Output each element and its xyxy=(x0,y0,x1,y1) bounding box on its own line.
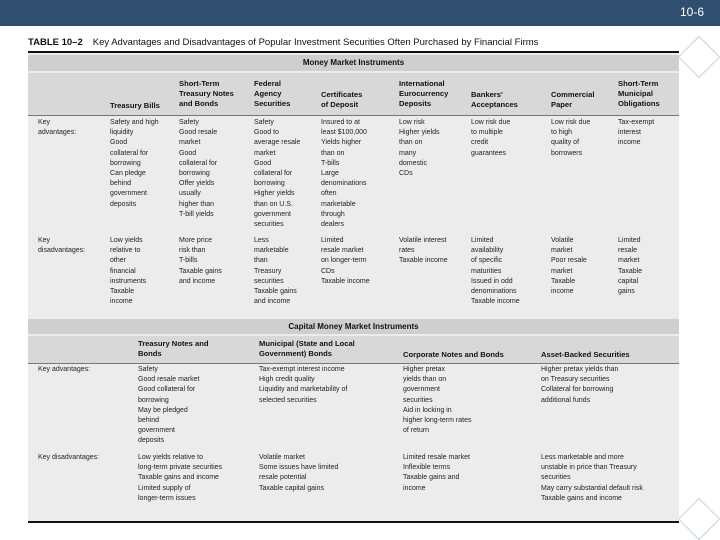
table-cell: Higher pretax yields than on Treasury securities Collateral for borrowing additional funds xyxy=(541,366,619,404)
table-cell: Low yields relative to other financial instruments Taxable income xyxy=(110,237,147,306)
column-header: Corporate Notes and Bonds xyxy=(403,350,504,359)
row-label-disadvantages: Key disadvantages: xyxy=(38,237,86,254)
table-cell: Low yields relative to long-term private securities Taxable gains and income Limited supply of longer-term issues xyxy=(138,454,223,502)
row-divider xyxy=(28,115,679,116)
decorative-diamond-icon xyxy=(678,498,720,540)
table-cell: More price risk than T-bills Taxable gains and income xyxy=(179,237,222,285)
capital-market-heading: Capital Money Market Instruments xyxy=(28,319,679,334)
table-cell: Safety and high liquidity Good collateral for borrowing Can pledge behind government deposits xyxy=(110,119,159,208)
column-header: International Eurocurrency Deposits xyxy=(399,79,449,108)
slide-header-bar xyxy=(0,0,720,26)
table-caption: Key Advantages and Disadvantages of Popular Investment Securities Often Purchased by Financial Firms xyxy=(92,37,539,48)
table-cell: Safety Good resale market Good collateral for borrowing Offer yields usually higher than T-bill yields xyxy=(179,119,218,218)
table-title xyxy=(28,37,538,48)
column-header: Certificates of Deposit xyxy=(321,90,363,109)
table-cell: Low risk Higher yields than on many domestic CDs xyxy=(399,119,440,178)
table-cell: Higher pretax yields than on government securities Aid in locking in higher long-term rates of return xyxy=(403,366,472,435)
table-cell: Safety Good to average resale market Good collateral for borrowing Higher yields than on U.S. government securities xyxy=(254,119,301,229)
table-cell: Low risk due to multiple credit guarantees xyxy=(471,119,511,157)
column-header: Commercial Paper xyxy=(551,90,595,109)
column-header: Federal Agency Securities xyxy=(254,79,291,108)
investment-securities-table xyxy=(28,51,679,523)
table-cell: Low risk due to high quality of borrowers xyxy=(551,119,591,157)
column-header: Asset-Backed Securities xyxy=(541,350,630,359)
column-header: Short-Term Treasury Notes and Bonds xyxy=(179,79,234,108)
row-label-advantages: Key advantages: xyxy=(38,366,91,373)
column-header: Treasury Notes and Bonds xyxy=(138,339,209,358)
decorative-strip xyxy=(682,26,720,540)
table-cell: Tax-exempt interest income High credit quality Liquidity and marketability of selected securities xyxy=(259,366,348,404)
table-cell: Safety Good resale market Good collateral for borrowing May be pledged behind government deposits xyxy=(138,366,200,445)
column-header: Bankers' Acceptances xyxy=(471,90,518,109)
table-cell: Insured to at least $100,000 Yields higher than on T-bills Large denominations often marketable through dealers xyxy=(321,119,367,229)
table-cell: Volatile market Some issues have limited resale potential Taxable capital gains xyxy=(259,454,339,492)
table-cell: Limited resale market on longer-term CDs Taxable income xyxy=(321,237,370,285)
table-cell: Less marketable and more unstable in price than Treasury securities May carry substantial default risk Taxable gains and income xyxy=(541,454,643,502)
row-label-disadvantages: Key disadvantages: xyxy=(38,454,100,461)
table-cell: Volatile interest rates Taxable income xyxy=(399,237,448,265)
table-cell: Limited resale market Taxable capital gains xyxy=(618,237,643,296)
decorative-diamond-icon xyxy=(678,36,720,78)
column-header: Municipal (State and Local Government) Bonds xyxy=(259,339,355,358)
slide-number: 10-6 xyxy=(679,5,704,19)
table-cell: Less marketable than Treasury securities Taxable gains and income xyxy=(254,237,297,306)
row-label-advantages: Key advantages: xyxy=(38,119,77,136)
table-cell: Limited resale market Inflexible terms Taxable gains and income xyxy=(403,454,470,492)
money-market-heading: Money Market Instruments xyxy=(28,55,679,71)
table-cell: Tax-exempt interest income xyxy=(618,119,655,147)
column-header: Treasury Bills xyxy=(110,101,160,110)
column-header: Short-Term Municipal Obligations xyxy=(618,79,660,108)
table-cell: Limited availability of specific maturities Issued in odd denominations Taxable income xyxy=(471,237,520,306)
row-divider xyxy=(28,363,679,364)
table-number: TABLE 10–2 xyxy=(28,37,83,48)
table-cell: Volatile market Poor resale market Taxable income xyxy=(551,237,587,296)
